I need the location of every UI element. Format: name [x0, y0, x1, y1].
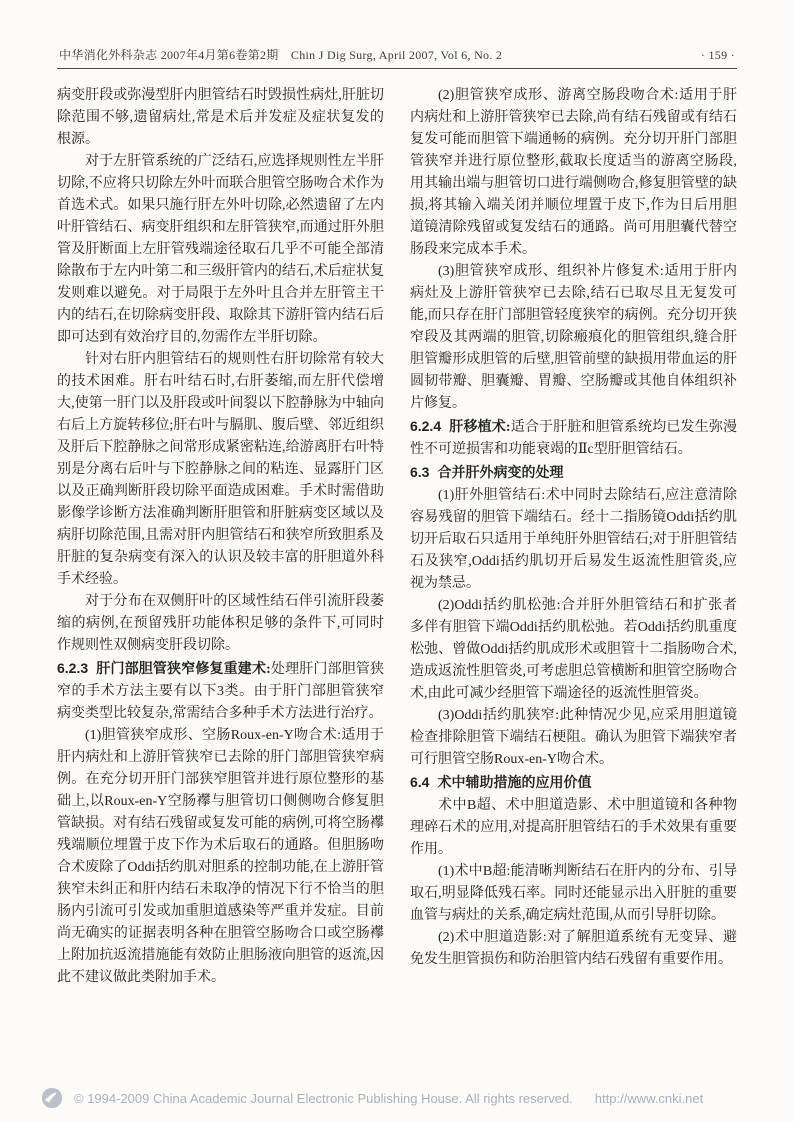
- paragraph-text: (1)术中B超:能清晰判断结石在肝内的分布、引导取石,明显降低残石率。同时还能显示出入肝脏的重要血管与病灶的关系,确定病灶范围,从而引导肝切除。: [410, 864, 737, 923]
- paragraph-text: 病变肝段或弥漫型肝内胆管结石时毁损性病灶,肝脏切除范围不够,遗留病灶,常是术后并发症及症状复发的根源。: [57, 88, 384, 147]
- paragraph: [410, 595, 737, 705]
- section-title: 术中辅助措施的应用价值: [437, 776, 592, 791]
- paragraph: [410, 795, 737, 861]
- paragraph: [57, 591, 384, 657]
- left-column: [57, 85, 384, 989]
- page-header: [57, 46, 737, 68]
- paragraph: [410, 85, 737, 261]
- section-number: 6.3: [410, 464, 430, 480]
- section-number: 6.4: [410, 774, 430, 790]
- section-title: 肝门部胆管狭窄修复重建术:: [96, 662, 271, 677]
- right-column: [410, 85, 737, 989]
- paragraph-text: (2)Oddi括约肌松弛:合并肝外胆管结石和扩张者多伴有胆管下端Oddi括约肌松弛。若Oddi括约肌重度松弛、曾做Oddi括约肌成形术或胆管十二指肠吻合术,造成返流性胆管炎,可考虑胆总管横断和胆管空肠吻合术,由此可减少经胆管下端途径的返流性胆管炎。: [410, 598, 737, 701]
- paragraph-text: (1)胆管狭窄成形、空肠Roux-en-Y吻合术:适用于肝内病灶和上游肝管狭窄已去除的肝门部胆管狭窄病例。在充分切开肝门部狭窄胆管并进行原位整形的基础上,以Roux-en-Y空肠襻与胆管切口侧侧吻合修复胆管缺损。对有结石残留或复发可能的病例,可将空肠襻残端顺位埋置于皮下作为术后取石的通路。但胆肠吻合术废除了Oddi括约肌对胆系的控制功能,在上游肝管狭窄未纠正和肝内结石未取净的情况下行不恰当的胆肠内引流可引发或加重胆道感染等严重并发症。目前尚无确实的证据表明各种在胆管空肠吻合口或空肠襻上附加抗返流措施能有效防止胆肠液向胆管的返流,因此不建议做此类附加手术。: [57, 728, 384, 985]
- paragraph: [410, 705, 737, 771]
- paragraph-text: 处理肝门部胆管狭窄的手术方法主要有以下3类。由于肝门部胆管狭窄病变类型比较复杂,常需结合多种手术方法进行治疗。: [57, 662, 384, 721]
- paragraph-text: 对于分布在双侧肝叶的区域性结石伴引流肝段萎缩的病例,在预留残肝功能体积足够的条件下,可同时作规则性双侧病变肝段切除。: [57, 594, 384, 653]
- cnki-logo-icon: [40, 1086, 64, 1110]
- paragraph-text: (3)胆管狭窄成形、组织补片修复术:适用于肝内病灶及上游肝管狭窄已去除,结石已取尽且无复发可能,而只存在肝门部胆管轻度狭窄的病例。充分切开狭窄段及其两端的胆管,切除瘢痕化的胆管组织,缝合肝胆管瓣形成胆管的后壁,胆管前壁的缺损用带血运的肝圆韧带瓣、胆囊瓣、胃瓣、空肠瓣或其他自体组织补片修复。: [410, 264, 737, 411]
- paragraph: [410, 485, 737, 595]
- paragraph: [57, 725, 384, 989]
- footer-url: http://www.cnki.net: [594, 1090, 704, 1106]
- paragraph: [57, 85, 384, 151]
- paragraph-text: 对于左肝管系统的广泛结石,应选择规则性左半肝切除,不应将只切除左外叶而联合胆管空肠吻合术作为首选术式。如果只施行肝左外叶切除,必然遗留了左内叶肝管结石、病变肝组织和左肝管狭窄,而通过肝外胆管及肝断面上左肝管残端途径取石几乎不可能全部清除散布于左内叶第二和三级肝管内的结石,术后症状复发则难以避免。对于局限于左外叶且合并左肝管主干内的结石,在切除病变肝段、取除其下游肝管内结石后即可达到有效治疗目的,勿需作左半肝切除。: [57, 154, 384, 345]
- section-number: 6.2.4: [410, 418, 442, 434]
- paragraph-text: (3)Oddi括约肌狭窄:此种情况少见,应采用胆道镜检查排除胆管下端结石梗阻。确认为胆管下端狭窄者可行胆管空肠Roux-en-Y吻合术。: [410, 708, 737, 767]
- section-paragraph: [57, 657, 384, 725]
- header-rule: [57, 68, 737, 69]
- copyright-text: © 1994-2009 China Academic Journal Electronic Publishing House. All rights reserved.: [74, 1090, 573, 1106]
- paragraph-text: 术中B超、术中胆道造影、术中胆道镜和各种物理碎石术的应用,对提高肝胆管结石的手术效果有重要作用。: [410, 798, 737, 857]
- paragraph-text: 适合于肝脏和胆管系统均已发生弥漫性不可逆损害和功能衰竭的Ⅱc型肝胆管结石。: [410, 420, 737, 457]
- paragraph: [57, 151, 384, 349]
- page-footer: [40, 1086, 754, 1110]
- section-title: 合并肝外病变的处理: [437, 466, 564, 481]
- section-title: 肝移植术:: [449, 420, 511, 435]
- paragraph: [410, 927, 737, 971]
- section-number: 6.2.3: [57, 660, 89, 676]
- article-body: [57, 85, 737, 989]
- paragraph-text: (2)术中胆道造影:对了解胆道系统有无变异、避免发生胆管损伤和防治胆管内结石残留有重要作用。: [410, 930, 737, 967]
- paragraph: [57, 349, 384, 591]
- journal-title-line: 中华消化外科杂志 2007年4月第6卷第2期 Chin J Dig Surg, April 2007, Vol 6, No. 2: [59, 48, 503, 62]
- section-heading: [410, 461, 737, 485]
- paragraph-text: (2)胆管狭窄成形、游离空肠段吻合术:适用于肝内病灶和上游肝管狭窄已去除,尚有结石残留或有结石复发可能而胆管下端通畅的病例。充分切开肝门部胆管狭窄并进行原位整形,截取长度适当的游离空肠段,用其输出端与胆管切口进行端侧吻合,修复胆管壁的缺损,将其输入端关闭并顺位埋置于皮下,作为日后用胆道镜清除残留或复发结石的通路。尚可用胆囊代替空肠段来完成本手术。: [410, 88, 737, 257]
- section-heading: [410, 771, 737, 795]
- page-number: · 159 ·: [700, 48, 735, 62]
- paragraph: [410, 261, 737, 415]
- paragraph: [410, 861, 737, 927]
- paragraph-text: (1)肝外胆管结石:术中同时去除结石,应注意清除容易残留的胆管下端结石。经十二指肠镜Oddi括约肌切开后取石只适用于单纯肝外胆管结石;对于肝胆管结石及狭窄,Oddi括约肌切开后易发生返流性胆管炎,应视为禁忌。: [410, 488, 737, 591]
- paragraph-text: 针对右肝内胆管结石的规则性右肝切除常有较大的技术困难。肝右叶结石时,右肝萎缩,而左肝代偿增大,使第一肝门以及肝段或叶间裂以下腔静脉为中轴向右后上方旋转移位;肝右叶与膈肌、腹后壁、邻近组织及肝后下腔静脉之间常形成紧密粘连,给游离肝右叶特别是分离右后叶与下腔静脉之间的粘连、显露肝门区以及正确判断肝段切除平面造成困难。手术时需借助影像学诊断方法准确判断肝胆管和肝脏病变区域以及病肝切除范围,且需对肝内胆管结石和狭窄所致胆系及肝脏的复杂病变有深入的认识及较丰富的肝胆道外科手术经验。: [57, 352, 384, 587]
- section-paragraph: [410, 415, 737, 461]
